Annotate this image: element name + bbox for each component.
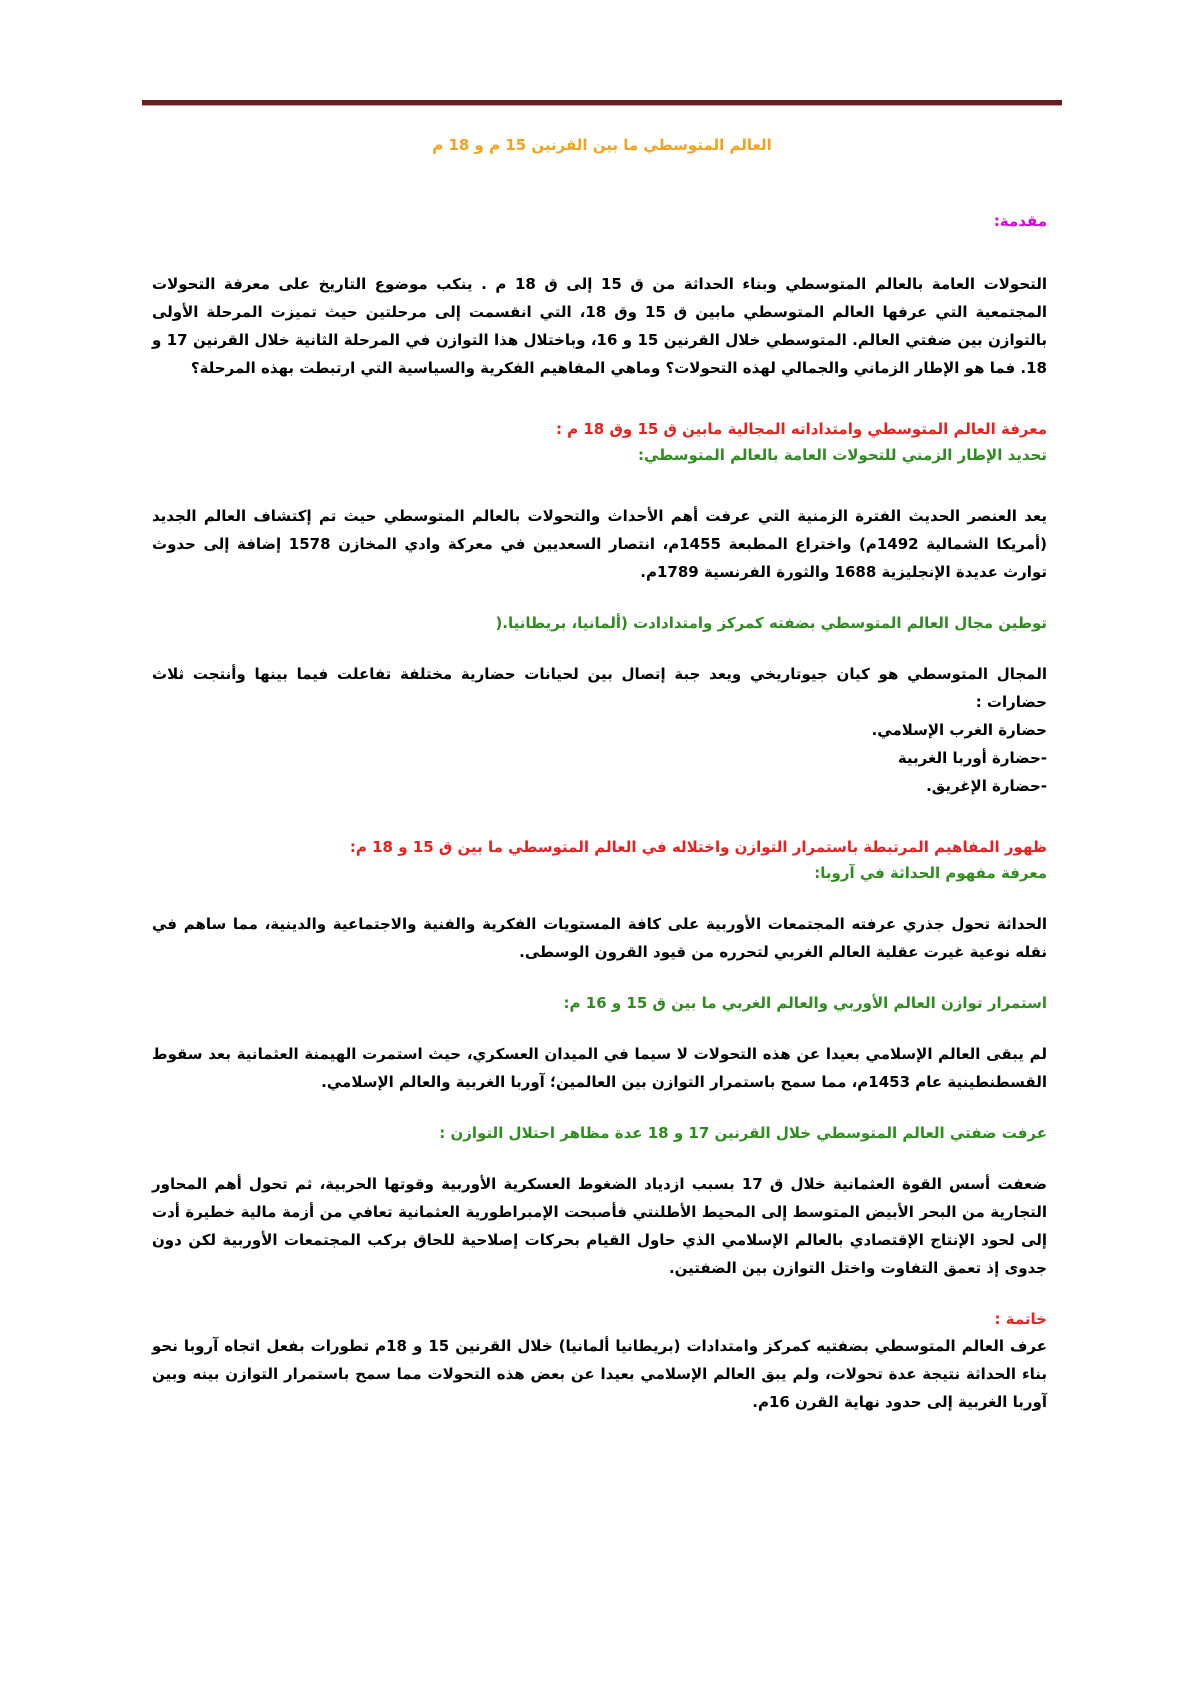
conclusion-heading: خاتمة : (994, 1310, 1047, 1328)
section2-sub3-heading: عرفت ضفتي العالم المتوسطي خلال القرنين 17 و 18 عدة مظاهر احتلال التوازن : (439, 1124, 1047, 1142)
section1-sub2-paragraph: المجال المتوسطي هو كيان جيوتاريخي ويعد جبة إتصال بين لحيانات حضارية مختلفة تفاعلت فيما بينها وأنتجت ثلاث حضارات : (152, 665, 1047, 711)
section2-heading: ظهور المفاهيم المرتبطة باستمرار التوازن واختلاله في العالم المتوسطي ما بين ق 15 و 18 م: (349, 838, 1047, 856)
intro-paragraph: التحولات العامة بالعالم المتوسطي وبناء الحداثة من ق 15 إلى ق 18 م . ينكب موضوع التاريخ على معرفة التحولات المجتمعية التي عرفها العالم المتوسطي مابين ق 15 وق 18، التي انقسمت إلى مرحلتين حيث تميزت المرحلة الأولى بالتوازن بين ضفتي العالم. المتوسطي خلال القرنين 15 و 16، وباختلال هذا التوازن في المرحلة الثانية خلال القرنين 17 و 18. فما هو الإطار الزماني والجمالي لهذه التحولات؟ وماهي المفاهيم الفكرية والسياسية التي ارتبطت بهذه المرحلة؟ (152, 275, 1048, 377)
section1-sub2-heading: توطين مجال العالم المتوسطي بضفته كمركز وامتدادادت (ألمانيا، بريطانيا.( (495, 614, 1047, 632)
section1-heading: معرفة العالم المتوسطي وامتداداته المجالية مابين ق 15 وق 18 م : (555, 420, 1047, 438)
header-rule (142, 100, 1062, 106)
section2-sub3-paragraph: ضعفت أسس القوة العثمانية خلال ق 17 بسبب ازدياد الضغوط العسكرية الأوربية وقوتها الحربية، ثم تحول أهم المحاور التجارية من البحر الأبيض المتوسط إلى المحيط الأطلنتي فأصبحت الإمبراطورية العثمانية تعافي من أزمة مالية خطيرة أدت إلى لحود الإنتاج الإقتصادي بالعالم الإسلامي الذي حاول القيام بحركات إصلاحية للحاق بركب المجتمعات الأوربية لكن دون جدوى إذ تعمق التفاوت واختل التوازن بين الضفتين. (152, 1175, 1047, 1277)
section2-sub1-paragraph: الحداثة تحول جذري عرفته المجتمعات الأوربية على كافة المستويات الفكرية والفنية والاجتماعية والدينية، مما ساهم في نقله نوعية غيرت عقلية العالم الغربي لتحرره من قيود القرون الوسطى. (152, 915, 1047, 961)
document-title: العالم المتوسطي ما بين القرنين 15 م و 18 م (432, 136, 772, 154)
conclusion-paragraph: عرف العالم المتوسطي بضفتيه كمركز وامتدادات (بريطانيا ألمانيا) خلال القرنين 15 و 18م تطورات بفعل اتجاه آروبا نحو بناء الحداثة نتيجة عدة تحولات، ولم يبق العالم الإسلامي بعيدا عن بعض هذه التحولات مما سمح باستمرار التوازن بينه وبين آوربا الغربية إلى حدود نهاية القرن 16م. (152, 1337, 1047, 1411)
section1-sub1-heading: تحديد الإطار الزمني للتحولات العامة بالعالم المتوسطي: (637, 446, 1047, 464)
section2-sub1-heading: معرفة مفهوم الحداثة في آروبا: (814, 864, 1047, 882)
intro-heading: مقدمة: (993, 212, 1047, 230)
civilization-list-item: -حضارة أوربا الغربية (897, 749, 1047, 767)
section1-sub1-paragraph: يعد العنصر الحديث الفترة الزمنية التي عرفت أهم الأحداث والتحولات بالعالم المتوسطي حيث تم إكتشاف العالم الجديد (أمريكا الشمالية 1492م) واختراع المطبعة 1455م، انتصار السعديين في معركة وادي المخازن 1578 إضافة إلى حدوث توارث عديدة الإنجليزية 1688 والثورة الفرنسية 1789م. (152, 507, 1047, 581)
civilization-list-item: -حضارة الإغريق. (926, 777, 1047, 795)
document-body (152, 212, 1047, 1416)
section2-sub2-heading: استمرار توازن العالم الأوربي والعالم الغربي ما بين ق 15 و 16 م: (563, 994, 1047, 1012)
section2-sub2-paragraph: لم يبقى العالم الإسلامي بعيدا عن هذه التحولات لا سيما في الميدان العسكري، حيث استمرت الهيمنة العثمانية بعد سقوط القسطنطينية عام 1453م، مما سمح باستمرار التوازن بين العالمين؛ آوربا الغربية والعالم الإسلامي. (152, 1045, 1047, 1091)
civilization-list-item: حضارة الغرب الإسلامي. (871, 721, 1047, 739)
